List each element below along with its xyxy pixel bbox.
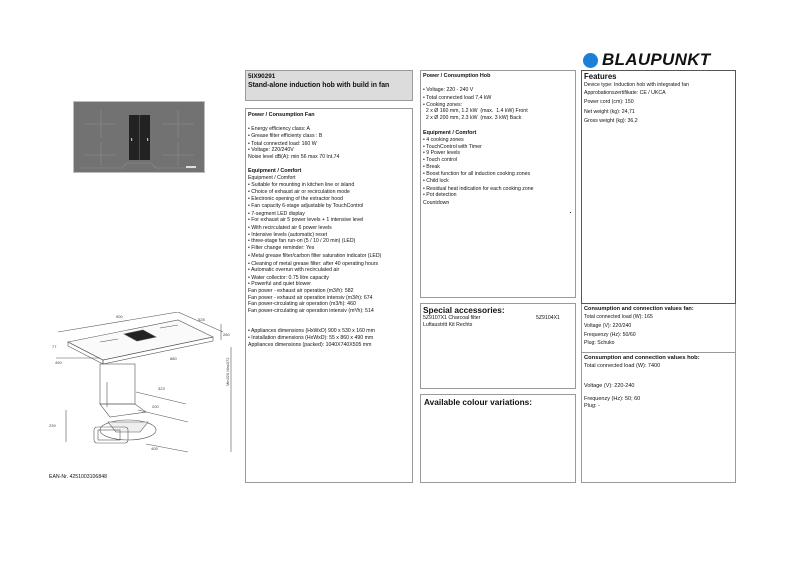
fan-equipment-item: • three-stage fan run-on (5 / 10 / 20 min) (LED) [248, 238, 356, 245]
connection-fan-section [581, 304, 736, 353]
feature-item: Net weight (kg): 24,71 [584, 109, 635, 115]
fan-equipment-item: • Intensive levels (automatic) reset [248, 231, 328, 238]
accessory-code: 5Z9104X1 [536, 315, 560, 321]
feature-item: Gross weight (kg): 36,2 [584, 118, 638, 124]
dimension-drawing [38, 312, 243, 457]
accessory-name: 5Z9107X1 Charcoal filter [423, 315, 481, 321]
fan-spec: • Grease filter efficienty class : B [248, 132, 323, 139]
fan-equipment-item: • Water collector: 0.75 litre capacity [248, 274, 329, 281]
svg-text:77: 77 [52, 344, 57, 349]
dimension-item: Appliances dimensions (packed): 1040X740X505 mm [248, 342, 372, 349]
brand-logo [583, 51, 710, 69]
connection-hob-heading: Consumption and connection values hob: [584, 355, 700, 361]
fan-heading: Power / Consumption Fan [248, 112, 315, 118]
bullet-dot [570, 212, 571, 213]
features-section [581, 70, 736, 304]
connection-fan-item: Frequenzy (Hz): 50/60 [584, 332, 636, 338]
hob-equipment-heading: Equipment / Comfort [423, 129, 477, 136]
model-number: 5IX90291 [248, 73, 276, 80]
fan-power-value: Fan power - exhaust air operation (m3/h): 582 [248, 287, 354, 294]
fan-spec: • Energy efficiency class: A [248, 126, 310, 132]
connection-fan-item: Total connected load (W): 165 [584, 314, 653, 320]
svg-text:405: 405 [151, 446, 158, 451]
fan-equipment-item: Equipment / Comfort [248, 175, 296, 182]
brand-name: BLAUPUNKT [602, 50, 711, 69]
svg-text:280: 280 [223, 332, 230, 337]
product-name: Stand-alone induction hob with build in fan [248, 82, 390, 89]
fan-spec: • Total connected load: 160 W [248, 140, 317, 147]
accessories-heading: Special accessories: [423, 305, 505, 315]
connection-fan-item: Voltage (V): 220/240 [584, 323, 632, 329]
ean-number: EAN-Nr. 4251003106848 [49, 474, 107, 480]
fan-section [245, 108, 413, 483]
fan-equipment-item: • With recirculated air 6 power levels [248, 224, 332, 231]
fan-power-value: Fan power-circulating air operation (m3/h): 460 [248, 301, 356, 308]
svg-text:239: 239 [49, 423, 56, 428]
features-heading: Features [584, 72, 617, 81]
svg-text:200: 200 [152, 404, 159, 409]
hob-equipment-item: • Break [423, 164, 440, 171]
fan-equipment-item: • Choice of exhaust air or recirculation mode [248, 189, 350, 196]
colour-variations-section [420, 394, 576, 483]
fan-equipment-item: • Automatic overrun with recirculated air [248, 267, 340, 274]
fan-equipment-item: • Powerful and quiet blower [248, 280, 311, 287]
hob-equipment-item: • Residual heat indication for each cooking zone [423, 185, 534, 192]
feature-item: Approbationszertifikate: CE / UKCA [584, 90, 666, 96]
fan-equipment-heading: Equipment / Comfort [248, 168, 302, 175]
hob-equipment-item: • 9 Power levels [423, 150, 460, 157]
connection-hob-item: Total connected load (W): 7400 [584, 363, 661, 369]
svg-text:528: 528 [198, 317, 205, 322]
fan-equipment-item: • For exhaust air 5 power levels + 1 intensive level [248, 216, 364, 223]
fan-equipment-item: • Suitable for mounting in kitchen line or island [248, 182, 355, 189]
fan-equipment-item: • 7-segment LED display [248, 210, 305, 217]
hob-spec: • Voltage: 220 - 240 V [423, 87, 474, 93]
hob-illustration [74, 102, 204, 172]
logo-dot-icon [583, 53, 598, 68]
dimension-item: • Appliances dimensions (HxWxD) 900 x 530 x 160 mm [248, 328, 375, 335]
dimension-item: • Installation dimensions (HxWxD): 55 x 860 x 490 mm [248, 335, 374, 342]
connection-hob-section [581, 352, 736, 483]
fan-spec: • Voltage: 220/240V [248, 146, 294, 153]
connection-hob-item: Plug: - [584, 403, 600, 409]
colour-variations-heading: Available colour variations: [424, 397, 533, 407]
fan-equipment-item: • Metal grease filter/carbon filter saturation indicator (LED) [248, 253, 382, 260]
fan-equipment-item: • Filter change reminder: Yes [248, 245, 315, 252]
hob-equipment-item: • Boost function for all induction cooking zones [423, 171, 531, 178]
hob-equipment-item: • TouchControl with Timer [423, 143, 482, 150]
svg-text:900: 900 [116, 314, 123, 319]
svg-text:323: 323 [158, 386, 165, 391]
connection-hob-item: Voltage (V): 220-240 [584, 383, 635, 389]
hob-section [420, 70, 576, 298]
connection-fan-heading: Consumption and connection values fan: [584, 306, 694, 312]
hob-heading: Power / Consumption Hob [423, 73, 491, 79]
svg-text:490: 490 [55, 360, 62, 365]
accessories-section [420, 303, 576, 389]
fan-power-value: Fan power - exhaust air operation intensiv (m3/h): 674 [248, 294, 373, 301]
hob-equipment-item: • Child lock [423, 178, 449, 185]
hob-equipment-item: Countdown [423, 199, 450, 206]
product-photo [73, 101, 205, 173]
hob-equipment-item: • 4 cooking zones [423, 136, 464, 143]
connection-fan-item: Plug: Schuko [584, 340, 615, 346]
fan-equipment-item: • Cleaning of metal grease filter: after 40 operating hours [248, 261, 379, 268]
hob-spec: 2 x Ø 160 mm, 1.2 kW (max. 1.4 kW) Front [423, 107, 528, 114]
svg-text:Min320 Max372: Min320 Max372 [225, 357, 230, 386]
technical-drawing [38, 312, 243, 457]
hob-equipment-item: • Pot detection [423, 191, 457, 198]
feature-item: Power cord (cm): 150 [584, 99, 634, 105]
feature-item: Device type: Induction hob with integrated fan [584, 82, 689, 88]
hob-spec: • Cooking zones: [423, 101, 463, 108]
hob-spec: • Total connected load 7,4 kW [423, 94, 492, 101]
fan-equipment-item: • Fan capacity 6-stage adjustable by TouchControl [248, 203, 364, 210]
hob-spec: 2 x Ø 200 mm, 2.3 kW (max. 3 kW) Back [423, 114, 522, 121]
svg-text:880: 880 [170, 356, 177, 361]
fan-equipment-item: • Electronic opening of the extractor hood [248, 196, 343, 203]
product-title-box [245, 70, 413, 101]
connection-hob-item: Frequenzy (Hz): 50; 60 [584, 396, 641, 402]
accessory-name: Luftaustritt Kit Rechts [423, 321, 473, 328]
fan-power-value: Fan power-circulating air operation intensiv (m³/h): 514 [248, 308, 374, 315]
hob-equipment-item: • Touch control [423, 157, 458, 164]
fan-spec: Noise level dB(A): min 56 max 70 Int.74 [248, 153, 340, 160]
